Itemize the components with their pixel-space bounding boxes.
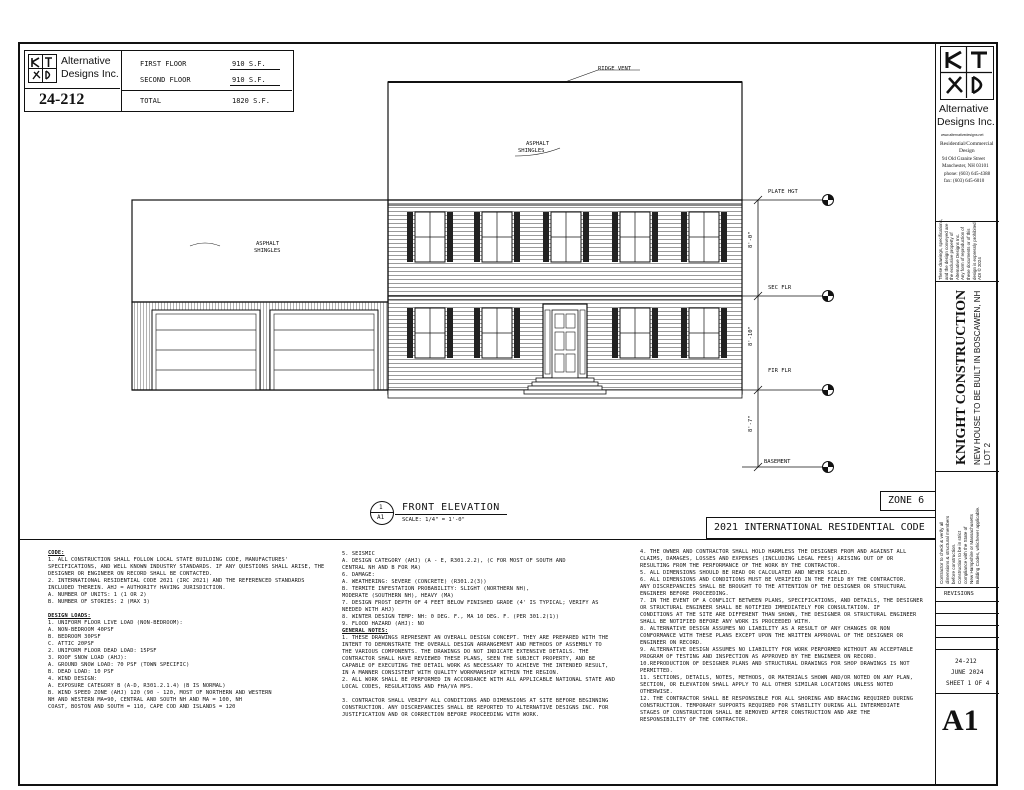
notes_col3-line: CONSTRUCTION. TEMPORARY SUPPORTS REQUIRED FOR STABILITY DURING ALL INTERMEDIATE	[640, 703, 900, 709]
notes_col2-line: B. TERMITE INFESTATION PROBABILITY: SLIGHT (NORTHERN NH),	[342, 586, 530, 592]
titleblock-address1: 94 Old Granite Street	[942, 157, 985, 162]
titleblock-fax: fax: (603) 645-6010	[944, 179, 985, 184]
notes_col2-line: 2. ALL WORK SHALL BE PERFORMED IN ACCORDANCE WITH ALL APPLICABLE NATIONAL STATE AND	[342, 677, 615, 683]
titleblock.contractor-line: compliance with the State of	[963, 526, 968, 584]
job-number: 24-212	[39, 91, 85, 108]
brand-name-line1: Alternative	[61, 55, 111, 67]
notes_col3-line: 4. THE OWNER AND CONTRACTOR SHALL HOLD HARMLESS THE DESIGNER FROM AND AGAINST ALL	[640, 549, 907, 555]
client-name: KNIGHT CONSTRUCTION	[954, 289, 969, 465]
titleblock.copyright-line: design is expressly prohibited.	[971, 221, 977, 280]
notes_col3-line: CONFORMANCE WITH THESE PLANS EXCEPT UPON THE WRITTEN APPROVAL OF THE DESIGNER OR	[640, 633, 904, 639]
notes_col2-line: 1. THESE DRAWINGS REPRESENT AN OVERALL DESIGN CONCEPT. THEY ARE PREPARED WITH THE	[342, 635, 609, 641]
titleblock.copyright-line: Any form of reproduction of	[960, 227, 966, 280]
notes_col3-line: RESPONSIBILITY OF THE CONTRACTOR.	[640, 717, 749, 723]
contractor-notice	[939, 507, 981, 584]
notes_col1-line: INCLUDED THEREIN. AHJ = AUTHORITY HAVING JURISDICTION.	[48, 585, 226, 591]
level-basement: BASEMENT	[764, 459, 791, 465]
titleblock-firm-line2: Designs Inc.	[937, 116, 995, 128]
notes_col2-line: THE VARIOUS COMPONENTS. THE DRAWINGS DO NOT INDICATE EXTENSIVE DETAILS. THE	[342, 649, 589, 655]
front-elevation-drawing	[120, 60, 840, 510]
titleblock.contractor-line: Building Codes, whichever applicable.	[975, 506, 980, 584]
titleblock-phone: phone: (603) 645-4388	[944, 172, 991, 177]
roof-material-label-1: ASPHALT	[526, 141, 550, 147]
notes_col2-line: 3. CONTRACTOR SHALL VERIFY ALL CONDITIONS AND DIMENSIONS AT SITE BEFORE BEGINNING	[342, 698, 609, 704]
code-box	[706, 517, 936, 539]
titleblock.contractor-line: New Hampshire or Massachusetts	[969, 514, 974, 584]
notes_col2-line: IN A MANNER CONSISTENT WITH QUALITY WORKMANSHIP WITHIN THE REGION.	[342, 670, 560, 676]
notes_col3-line: RESULTING FROM THE PERFORMANCE OF THE WORK BY THE CONTRACTOR.	[640, 563, 841, 569]
titleblock-website: www.alternativedesigns.net	[941, 133, 984, 137]
project-line2: LOT 2	[983, 442, 992, 465]
notes_col1-line: NH AND WESTERN MA=90, CENTRAL AND SOUTH NH AND MA = 100, NH	[48, 697, 243, 703]
brand-name-line2: Designs Inc.	[61, 68, 119, 80]
notes_col2-line: LOCAL CODES, REGULATIONS AND FHA/VA MPS.	[342, 684, 474, 690]
logo-mark-icon	[28, 54, 57, 83]
titleblock.contractor-line: Contractor to check & verify all	[939, 521, 944, 584]
notes_col2-line: 8. WINTER DESIGN TEMP: NH: 0 DEG. F., MA 10 DEG. F. (PER 301.2(1))	[342, 614, 560, 620]
project-line1: NEW HOUSE TO BE BUILT IN BOSCAWEN, NH	[973, 290, 982, 465]
notes_col2-line: MODERATE (SOUTHERN NH), HEAVY (MA)	[342, 593, 454, 599]
area-label-total: TOTAL	[140, 97, 162, 105]
elevation-scale: SCALE: 1/4" = 1'-0"	[402, 517, 465, 523]
job-number-tb: 24-212	[955, 658, 977, 665]
titleblock-desc1: Residential/Commercial	[940, 141, 994, 147]
notes_col3-line: OR STRUCTURAL ENGINEER SHALL BE NOTIFIED IMMEDIATELY FOR CONSULTATION. IF	[640, 605, 881, 611]
elevation-title: FRONT ELEVATION	[402, 502, 500, 513]
notes_col3-line: CONDITIONS AT THE SITE ARE DIFFERENT THAN SHOWN, THE DESIGNER OR STRUCTURAL ENGINEER	[640, 612, 917, 618]
logo-divider	[25, 88, 120, 89]
dim-upper: 8'-0"	[748, 231, 754, 248]
titleblock-job-cell	[936, 650, 999, 694]
notes_col3-line: 5. ALL DIMENSIONS SHOULD BE READ OR CALCULATED AND NEVER SCALED.	[640, 570, 851, 576]
titleblock.copyright-line: Alternative Designs Inc.	[954, 233, 960, 280]
notes_col1-line: 2. INTERNATIONAL RESIDENTIAL CODE 2021 (IRC 2021) AND THE REFERENCED STANDARDS	[48, 578, 305, 584]
notes_col2-line: 6. DAMAGE:	[342, 572, 375, 578]
notes_col3-line: PERMITTED.	[640, 668, 673, 674]
notes_col1-line: 3. ROOF SNOW LOAD (AHJ):	[48, 655, 127, 661]
notes_col2-line	[342, 691, 615, 698]
notes_col1-line: B. BEDROOM 30PSF	[48, 634, 101, 640]
code-label: 2021 INTERNATIONAL RESIDENTIAL CODE	[714, 522, 925, 533]
notes_col3-line: CLAIMS, DAMAGES, LOSSES AND EXPENSES (INCLUDING LEGAL FEES) ARISING OUT OF OR	[640, 556, 894, 562]
titleblock.contractor-line: before construction.	[951, 543, 956, 584]
logo-block	[24, 50, 122, 112]
elevation-tag-number: 1	[379, 504, 383, 511]
titleblock.contractor-line: Construction to be in strict	[957, 530, 962, 584]
revisions-label: REVISIONS	[944, 591, 974, 597]
notes_col1-line: A. GROUND SNOW LOAD: 70 PSF (TOWN SPECIFIC)	[48, 662, 190, 668]
notes_col3-line: 12. THE CONTRACTOR SHALL BE RESPONSIBLE FOR ALL SHORING AND BRACING REQUIRED DURING	[640, 696, 913, 702]
titleblock.copyright-line: these documents or of this	[965, 228, 971, 280]
titleblock-desc2: Design	[959, 148, 975, 154]
notes_col3-line: OTHERWISE.	[640, 689, 673, 695]
area-label-first: FIRST FLOOR	[140, 60, 187, 68]
notes_col3-line: 11. SECTIONS, DETAILS, NOTES, METHODS, OR MATERIALS SHOWN AND/OR NOTED ON ANY PLAN,	[640, 675, 913, 681]
notes_col3-line: ANY DISCREPANCIES SHALL BE BROUGHT TO THE ATTENTION OF THE DESIGNER OR STRUCTURAL	[640, 584, 907, 590]
level-plate-hgt: PLATE HGT	[768, 189, 798, 195]
notes-column-general	[342, 551, 615, 719]
titleblock.contractor-line: dimensions & structural members	[945, 515, 950, 584]
title-block	[935, 42, 998, 786]
notes_col1-line: B. DEAD LOAD: 10 PSF	[48, 669, 114, 675]
revisions-rule	[936, 637, 999, 638]
revisions-rule	[936, 613, 999, 614]
notes_col3-line: SHALL BE NOTIFIED BEFORE ANY WORK IS PROCEEDED WITH.	[640, 619, 812, 625]
notes_col3-line: ENGINEER ON RECORD.	[640, 640, 703, 646]
notes_col2-line: 5. SEISMIC	[342, 551, 375, 557]
notes_col3-line: 6. ALL DIMENSIONS AND CONDITIONS MUST BE VERIFIED IN THE FIELD BY THE CONTRACTOR.	[640, 577, 907, 583]
notes_col2-line: CAPABLE OF EXECUTING THE DETAIL WORK AS NECESSARY TO ACHIEVE THE INTENDED RESULT,	[342, 663, 609, 669]
area-value-total: 1820 S.F.	[232, 97, 270, 105]
elevation-tag-divider	[370, 512, 394, 513]
notes_col1-line: A. EXPOSURE CATEGORY B (A-D, R301.2.1.4) (B IS NORMAL)	[48, 683, 226, 689]
notes_col2-line: CONSTRUCTION. ANY DISCREPANCIES SHALL BE REPORTED TO ALTERNATIVE DESIGNS INC. FOR	[342, 705, 609, 711]
copyright-notice	[938, 219, 983, 280]
area-label-second: SECOND FLOOR	[140, 76, 191, 84]
notes_col3-line: 9. ALTERNATIVE DESIGN ASSUMES NO LIABILITY FOR WORK PERFORMED WITHOUT AN ACCEPTABLE	[640, 647, 913, 653]
notes_col1-line: DESIGN LOADS:	[48, 613, 91, 619]
notes_col1-line: B. NUMBER OF STORIES: 2 (MAX 3)	[48, 599, 150, 605]
revisions-rule	[936, 625, 999, 626]
notes_col2-line: 7. DESIGN FROST DEPTH OF 4 FEET BELOW FINISHED GRADE (4' IS TYPICAL; VERIFY AS	[342, 600, 599, 606]
notes_col3-line: 8. ALTERNATIVE DESIGN ASSUMES NO LIABILITY AS A RESULT OF ANY CHANGES OR NON	[640, 626, 890, 632]
notes_col2-line: INTENT TO DEMONSTRATE THE OVERALL DESIGN ARRANGEMENT AND METHODS OF ASSEMBLY TO	[342, 642, 602, 648]
titleblock-logo-icon	[940, 46, 994, 100]
elevation-title-underline	[395, 514, 507, 515]
titleblock.copyright-line: ADI © 2024	[977, 257, 983, 280]
notes_col1-line: 2. UNIFORM FLOOR DEAD LOAD: 15PSF	[48, 648, 157, 654]
notes_col1-line: 1. ALL CONSTRUCTION SHALL FOLLOW LOCAL STATE BUILDING CODE, MANUFACTURES'	[48, 557, 289, 563]
titleblock-address2: Manchester, NH 03101	[942, 164, 989, 169]
notes_col2-line: NEEDED WITH AHJ)	[342, 607, 395, 613]
roof-material-label-1b: SHINGLES	[518, 148, 545, 154]
sheet-number: A1	[942, 704, 979, 737]
level-fir-flr: FIR FLR	[768, 368, 792, 374]
notes-column-code-loads	[48, 550, 324, 711]
notes_col3-line: 7. IN THE EVENT OF A CONFLICT BETWEEN PLANS, SPECIFICATIONS, AND DETAILS, THE DESIGNER	[640, 598, 923, 604]
notes_col1-line: A. NON-BEDROOM 40PSF	[48, 627, 114, 633]
titleblock-copyright-cell	[936, 218, 999, 282]
titleblock.copyright-line: These drawings, specifications,	[938, 218, 943, 280]
ridge-vent-label: RIDGE VENT	[598, 66, 632, 72]
notes_col1-line: CODE:	[48, 550, 65, 556]
notes_col1-line: 4. WIND DESIGN:	[48, 676, 98, 682]
notes_col1-line: DESIGNER OR ENGINEER ON RECORD SHALL BE CONTACTED.	[48, 571, 213, 577]
notes_col3-line: SECTION, OR ELEVATION SHALL APPLY TO ALL OTHER SIMILAR LOCATIONS UNLESS NOTED	[640, 682, 894, 688]
notes_col2-line: A. WEATHERING: SEVERE (CONCRETE) (R301.2(3))	[342, 579, 487, 585]
dim-lower: 8'-7"	[748, 415, 754, 432]
titleblock-revisions-cell	[936, 588, 999, 650]
notes_col2-line: GENERAL NOTES:	[342, 628, 389, 634]
zone-label: ZONE 6	[888, 495, 925, 506]
notes_col2-line: CENTRAL NH AND B FOR MA)	[342, 565, 421, 571]
notes_col1-line: SPECIFICATIONS, AND WELL KNOWN INDUSTRY STANDARDS. IF ANY QUESTIONS SHALL ARISE, THE	[48, 564, 325, 570]
area-value-first: 910 S.F.	[232, 60, 266, 68]
issue-date: JUNE 2024	[951, 669, 984, 676]
zone-box	[880, 491, 936, 511]
titleblock-project-cell	[936, 282, 999, 472]
notes_col2-line: A. DESIGN CATEGORY (AHJ) (A - E, R301.2.2), (C FOR MOST OF SOUTH AND	[342, 558, 566, 564]
area-value-second: 910 S.F.	[232, 76, 266, 84]
notes-column-liability	[640, 549, 923, 724]
notes_col1-line	[48, 606, 324, 613]
sheet-of: SHEET 1 OF 4	[946, 680, 990, 687]
notes_col3-line: ENGINEER BEFORE PROCEEDING.	[640, 591, 729, 597]
notes_col1-line: C. ATTIC 20PSF	[48, 641, 95, 647]
titleblock-logo-cell	[936, 42, 999, 222]
notes_col3-line: PROGRAM OF TESTING AND INSPECTION AS APPROVED BY THE ENGINEER ON RECORD.	[640, 654, 877, 660]
notes_col3-line: STAGES OF CONSTRUCTION SHALL BE REMOVED AFTER CONSTRUCTION AND ARE THE	[640, 710, 871, 716]
notes_col1-line: COAST, BOSTON AND SOUTH = 110, CAPE COD AND ISLANDS = 120	[48, 704, 236, 710]
notes_col2-line: JUSTIFICATION AND OR CORRECTION BEFORE PROCEEDING WITH WORK.	[342, 712, 540, 718]
roof-material-label-2b: SHINGLES	[254, 248, 281, 254]
notes-divider	[18, 539, 936, 540]
revisions-rule	[936, 601, 999, 602]
elevation-tag-sheet: A1	[377, 514, 385, 521]
notes_col1-line: 1. UNIFORM FLOOR LIVE LOAD (NON-BEDROOM):	[48, 620, 183, 626]
titleblock-firm-line1: Alternative	[939, 103, 989, 115]
titleblock-contractor-cell	[936, 472, 999, 588]
notes_col2-line: CONTRACTOR SHALL HAVE REVIEWED THESE PLANS, SEEN THE SUBJECT PROPERTY, AND BE	[342, 656, 596, 662]
titleblock.copyright-line: and the design conveyed are	[943, 223, 949, 280]
dim-mid: 8'-10"	[748, 326, 754, 346]
notes_col1-line: A. NUMBER OF UNITS: 1 (1 OR 2)	[48, 592, 147, 598]
notes_col2-line: 9. FLOOD HAZARD (AHJ): NO	[342, 621, 425, 627]
level-sec-flr: SEC FLR	[768, 285, 792, 291]
notes_col1-line: B. WIND SPEED ZONE (AHJ) 120 (90 - 120, MOST OF NORTHERN AND WESTERN	[48, 690, 272, 696]
notes_col3-line: 10.REPRODUCTION OF DESIGNER PLANS AND STRUCTURAL DRAWINGS FOR SHOP DRAWINGS IS NOT	[640, 661, 910, 667]
roof-material-label-2: ASPHALT	[256, 241, 280, 247]
titleblock.copyright-line: the exclusive property of	[949, 232, 955, 280]
